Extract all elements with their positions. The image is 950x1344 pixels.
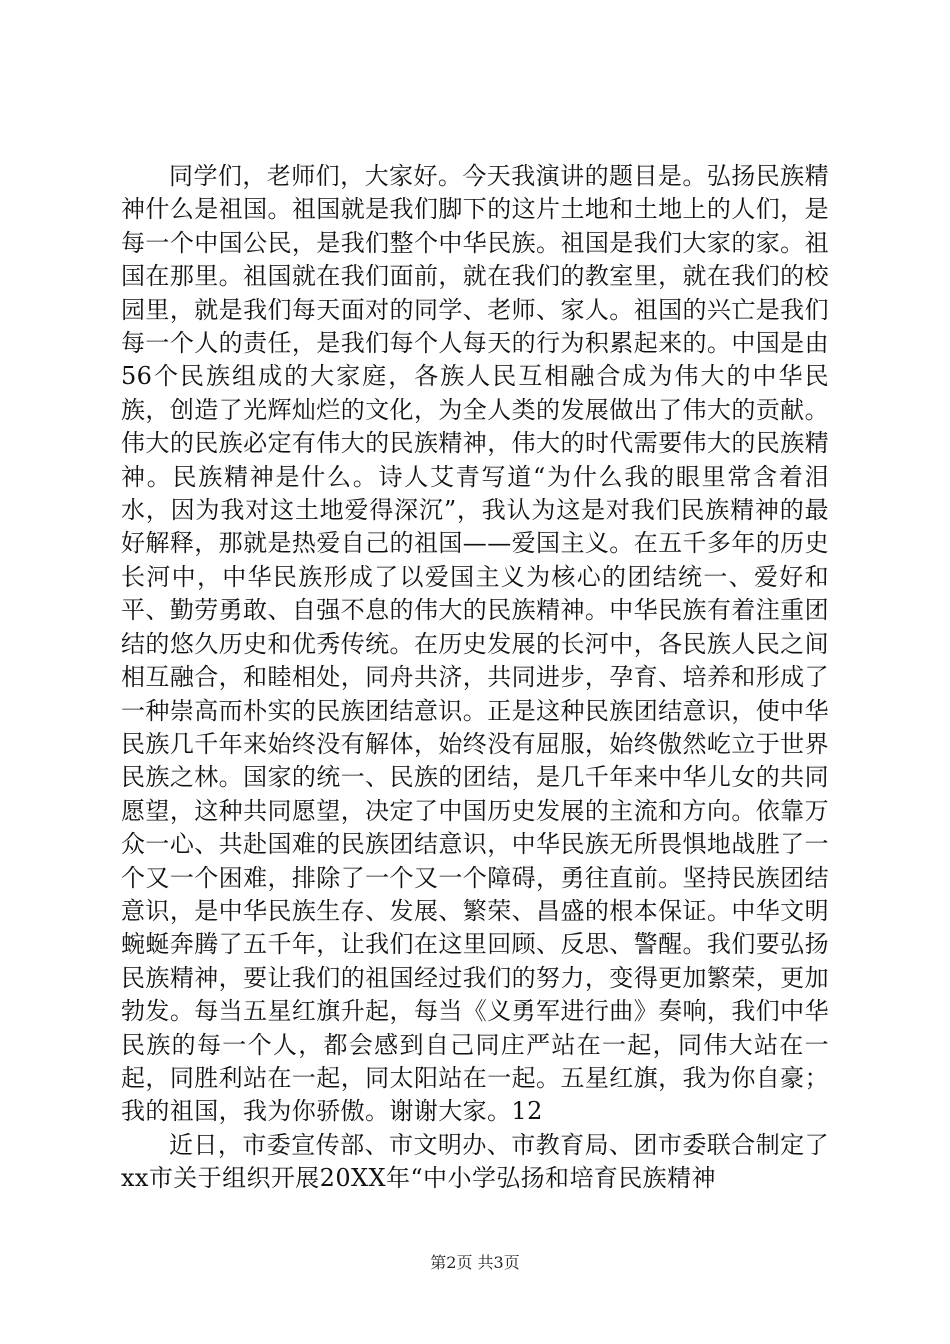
document-body	[121, 160, 829, 1196]
paragraph-speech: 同学们，老师们，大家好。今天我演讲的题目是。弘扬民族精神什么是祖国。祖国就是我们脚下的这片土地和土地上的人们，是每一个中国公民，是我们整个中华民族。祖国是我们大家的家。祖国在那里。祖国就在我们面前，就在我们的教室里，就在我们的校园里，就是我们每天面对的同学、老师、家人。祖国的兴亡是我们每一个人的责任，是我们每个人每天的行为积累起来的。中国是由56个民族组成的大家庭，各族人民互相融合成为伟大的中华民族，创造了光辉灿烂的文化，为全人类的发展做出了伟大的贡献。伟大的民族必定有伟大的民族精神，伟大的时代需要伟大的民族精神。民族精神是什么。诗人艾青写道“为什么我的眼里常含着泪水，因为我对这土地爱得深沉”，我认为这是对我们民族精神的最好解释，那就是热爱自己的祖国——爱国主义。在五千多年的历史长河中，中华民族形成了以爱国主义为核心的团结统一、爱好和平、勤劳勇敢、自强不息的伟大的民族精神。中华民族有着注重团结的悠久历史和优秀传统。在历史发展的长河中，各民族人民之间相互融合，和睦相处，同舟共济，共同进步，孕育、培养和形成了一种崇高而朴实的民族团结意识。正是这种民族团结意识，使中华民族几千年来始终没有解体，始终没有屈服，始终傲然屹立于世界民族之林。国家的统一、民族的团结，是几千年来中华儿女的共同愿望，这种共同愿望，决定了中国历史发展的主流和方向。依靠万众一心、共赴国难的民族团结意识，中华民族无所畏惧地战胜了一个又一个困难，排除了一个又一个障碍，勇往直前。坚持民族团结意识，是中华民族生存、发展、繁荣、昌盛的根本保证。中华文明蜿蜒奔腾了五千年，让我们在这里回顾、反思、警醒。我们要弘扬民族精神，要让我们的祖国经过我们的努力，变得更加繁荣，更加勃发。每当五星红旗升起，每当《义勇军进行曲》奏响，我们中华民族的每一个人，都会感到自己同庄严站在一起，同伟大站在一起，同胜利站在一起，同太阳站在一起。五星红旗，我为你自豪；我的祖国，我为你骄傲。谢谢大家。12	[121, 162, 829, 1126]
paragraph-notice: 近日，市委宣传部、市文明办、市教育局、团市委联合制定了xx市关于组织开展20XX年“中小学弘扬和培育民族精神	[121, 1130, 829, 1193]
page-footer: 第2页 共3页	[430, 1253, 520, 1272]
